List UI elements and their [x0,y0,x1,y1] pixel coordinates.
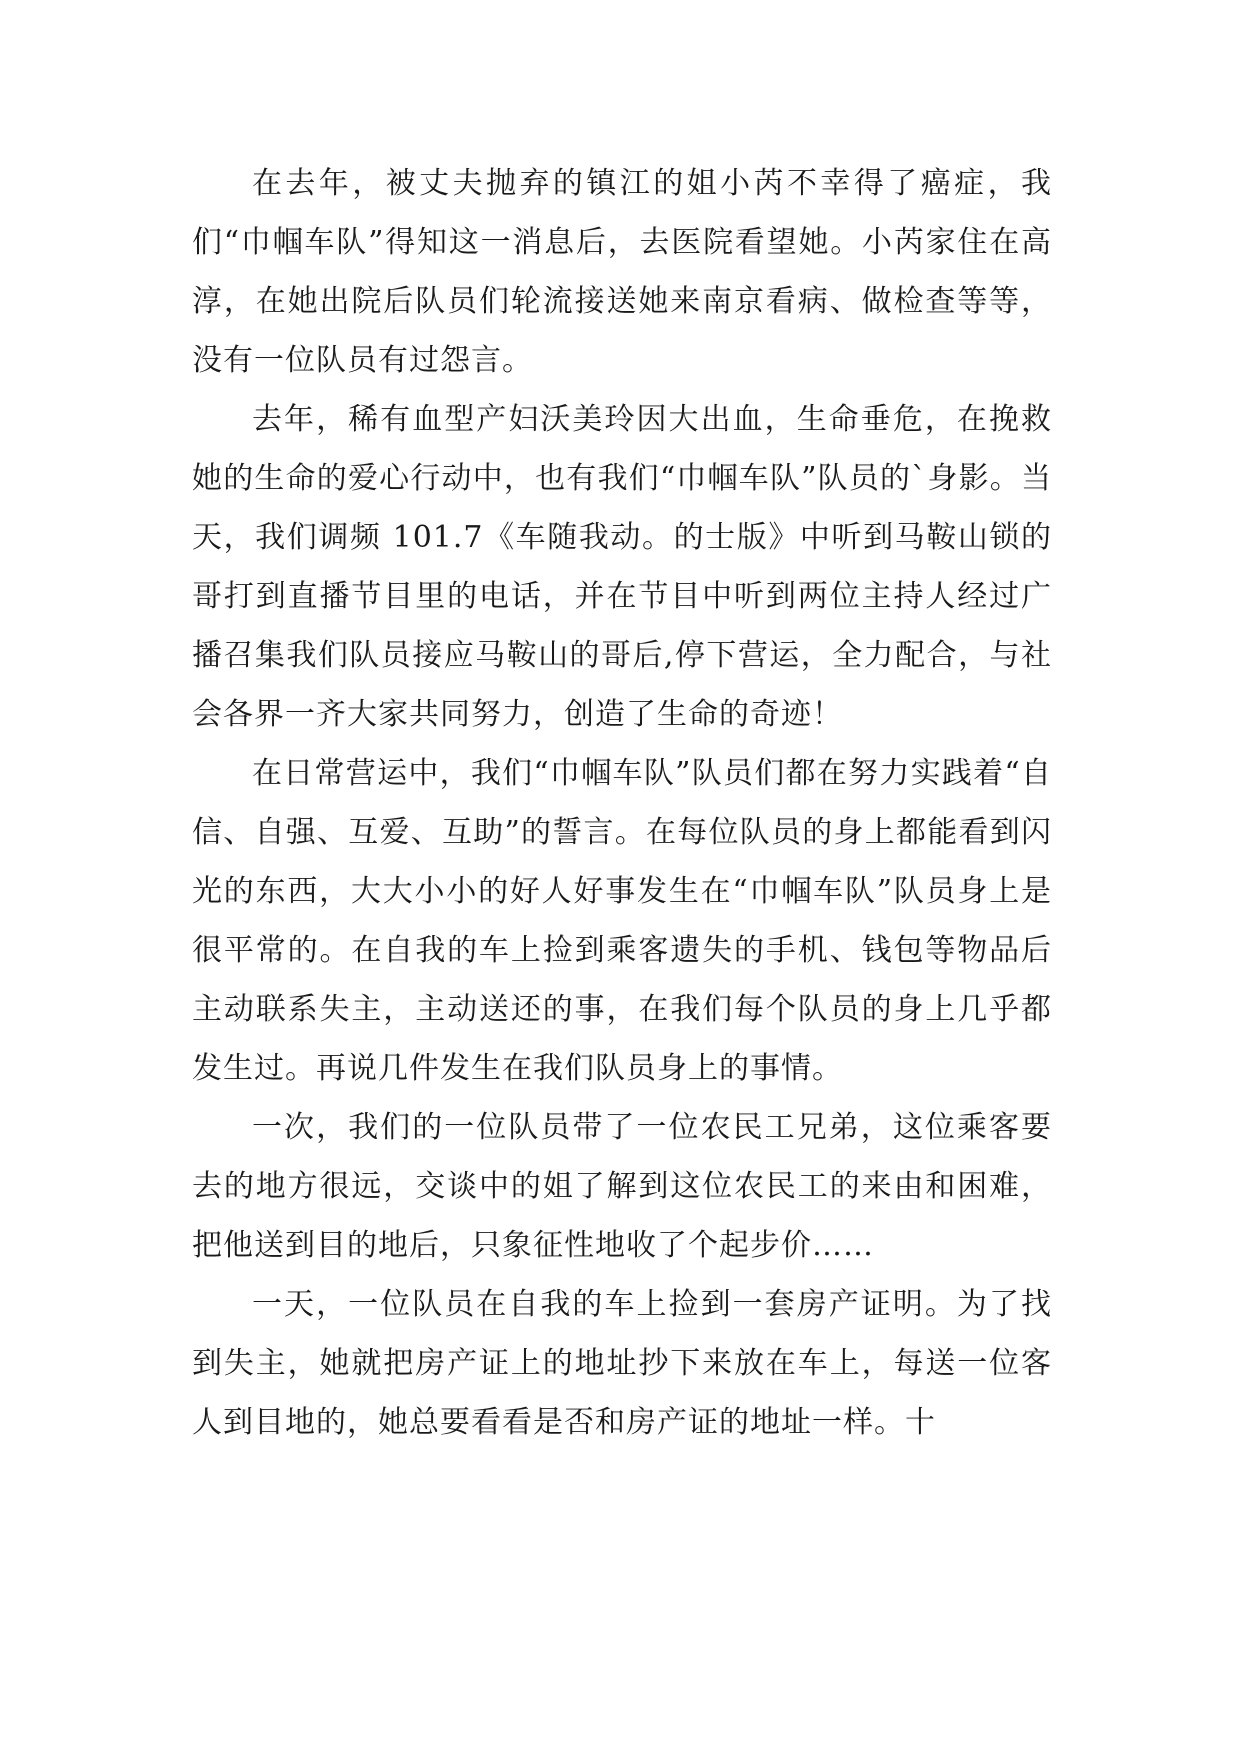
paragraph-5: 一天，一位队员在自我的车上捡到一套房产证明。为了找到失主，她就把房产证上的地址抄下来放在车上，每送一位客人到目地的，她总要看看是否和房产证的地址一样。十 [192,1287,1052,1440]
paragraph-3: 在日常营运中，我们“巾帼车队”队员们都在努力实践着“自信、自强、互爱、互助”的誓言。在每位队员的身上都能看到闪光的东西，大大小小的好人好事发生在“巾帼车队”队员身上是很平常的。在自我的车上捡到乘客遗失的手机、钱包等物品后主动联系失主，主动送还的事，在我们每个队员的身上几乎都发生过。再说几件发生在我们队员身上的事情。 [192,756,1052,1086]
paragraph-4: 一次，我们的一位队员带了一位农民工兄弟，这位乘客要去的地方很远，交谈中的姐了解到这位农民工的来由和困难，把他送到目的地后，只象征性地收了个起步价…… [192,1110,1052,1263]
paragraph-1: 在去年，被丈夫抛弃的镇江的姐小芮不幸得了癌症，我们“巾帼车队”得知这一消息后，去医院看望她。小芮家住在高淳，在她出院后队员们轮流接送她来南京看病、做检查等等，没有一位队员有过怨言。 [192,166,1052,378]
paragraph-2: 去年，稀有血型产妇沃美玲因大出血，生命垂危，在挽救她的生命的爱心行动中，也有我们“巾帼车队”队员的`身影。当天，我们调频 101.7《车随我动。的士版》中听到马鞍山锁的哥打到直播节目里的电话，并在节目中听到两位主持人经过广播召集我们队员接应马鞍山的哥后,停下营运，全力配合，与社会各界一齐大家共同努力，创造了生命的奇迹！ [192,402,1052,732]
document-body [192,154,1052,1452]
